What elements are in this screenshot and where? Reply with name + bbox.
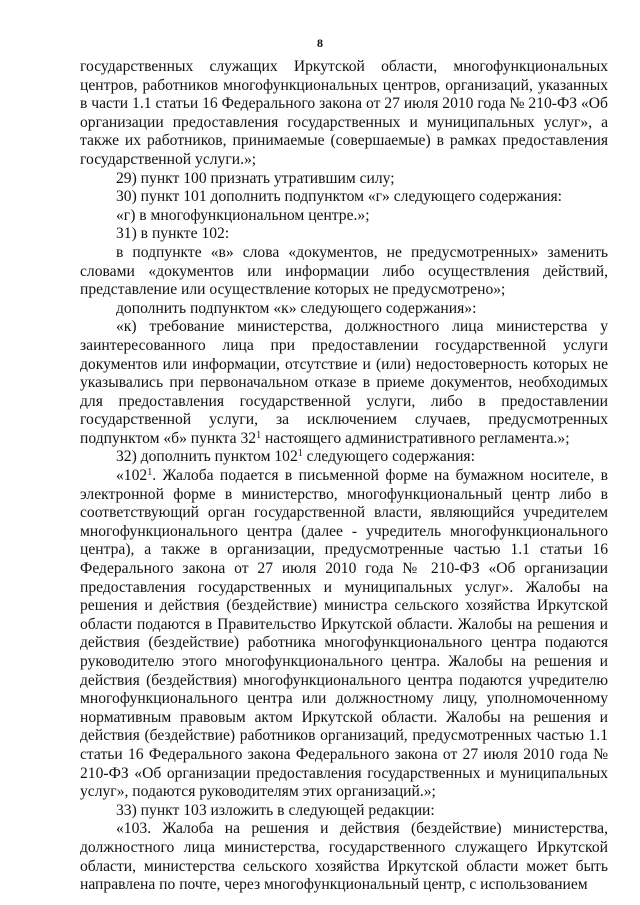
superscript: 1 bbox=[297, 448, 303, 460]
text-run: «г) в многофункциональном центре.»; bbox=[116, 206, 370, 224]
text-run: «102 bbox=[116, 467, 148, 485]
text-run: «к) требование министерства, должностного лица министерства у заинтересованного лица при предоставлении государственной услуги документов или информации, отсутствие и (или) недостоверность которых не указывались при первоначальном отказе в приеме документов, необходимых для предоставления государственной услуги, либо в предоставлении государственной услуги, за исключением случаев, предусмотренных подпунктом «б» пункта 32 bbox=[80, 318, 608, 447]
paragraph bbox=[80, 170, 608, 189]
superscript: 1 bbox=[147, 467, 153, 479]
paragraph bbox=[80, 448, 608, 467]
paragraph bbox=[80, 820, 608, 894]
text-run: дополнить подпунктом «к» следующего содержания»: bbox=[116, 299, 477, 317]
document-body bbox=[80, 58, 608, 895]
text-run: «103. Жалоба на решения и действия (бездействие) министерства, должностного лица министерства, государственного служащего Иркутской области, министерства сельского хозяйства Иркутской области может быть направлена по почте, через многофункциональный центр, с использованием bbox=[80, 820, 608, 894]
paragraph bbox=[80, 188, 608, 207]
text-run: 31) в пункте 102: bbox=[116, 225, 230, 243]
text-run: государственных служащих Иркутской области, многофункциональных центров, работников многофункциональных центров, организаций, указанных в части 1.1 статьи 16 Федерального закона от 27 июля 2010 года № 210-ФЗ «Об организации предоставления государственных и муниципальных услуг», а также их работников, принимаемые (совершаемые) в рамках предоставления государственной услуги.»; bbox=[80, 58, 608, 168]
paragraph bbox=[80, 207, 608, 226]
paragraph bbox=[80, 58, 608, 170]
text-run: настоящего административного регламента.»; bbox=[261, 429, 570, 447]
paragraph bbox=[80, 318, 608, 448]
text-run: 29) пункт 100 признать утратившим силу; bbox=[116, 169, 395, 187]
text-run: 32) дополнить пунктом 102 bbox=[116, 448, 298, 466]
text-run: 33) пункт 103 изложить в следующей редакции: bbox=[116, 801, 435, 819]
paragraph bbox=[80, 300, 608, 319]
paragraph bbox=[80, 244, 608, 300]
superscript: 1 bbox=[256, 429, 262, 441]
paragraph bbox=[80, 467, 608, 802]
text-run: следующего содержания: bbox=[302, 448, 475, 466]
paragraph bbox=[80, 802, 608, 821]
text-run: . Жалоба подается в письменной форме на бумажном носителе, в электронной форме в министерство, многофункциональный центр либо в соответствующий орган государственной власти, являющийся учредителем многофункционального центра (далее - учредитель многофункционального центра), а также в организации, предусмотренные частью 1.1 статьи 16 Федерального закона от 27 июля 2010 года № 210-ФЗ «Об организации предоставления государственных и муниципальных услуг». Жалобы на решения и действия (бездействие) министра сельского хозяйства Иркутской области подаются в Правительство Иркутской области. Жалобы на решения и действия (бездействие) работника многофункционального центра подаются руководителю этого многофункционального центра. Жалобы на решения и действия (бездействия) многофункционального центра подаются учредителю многофункционального центра или должностному лицу, уполномоченному нормативным правовым актом Иркутской области. Жалобы на решения и действия (бездействие) работников организаций, предусмотренных частью 1.1 статьи 16 Федерального закона Федерального закона от 27 июля 2010 года № 210-ФЗ «Об организации предоставления государственных и муниципальных услуг», подаются руководителям этих организаций.»; bbox=[80, 467, 608, 801]
text-run: 30) пункт 101 дополнить подпунктом «г» следующего содержания: bbox=[116, 188, 562, 206]
text-run: в подпункте «в» слова «документов, не предусмотренных» заменить словами «документов или информации либо осуществления действий, представление или осуществление которых не предусмотрено»; bbox=[80, 243, 608, 299]
paragraph bbox=[80, 225, 608, 244]
page-number: 8 bbox=[317, 36, 323, 50]
